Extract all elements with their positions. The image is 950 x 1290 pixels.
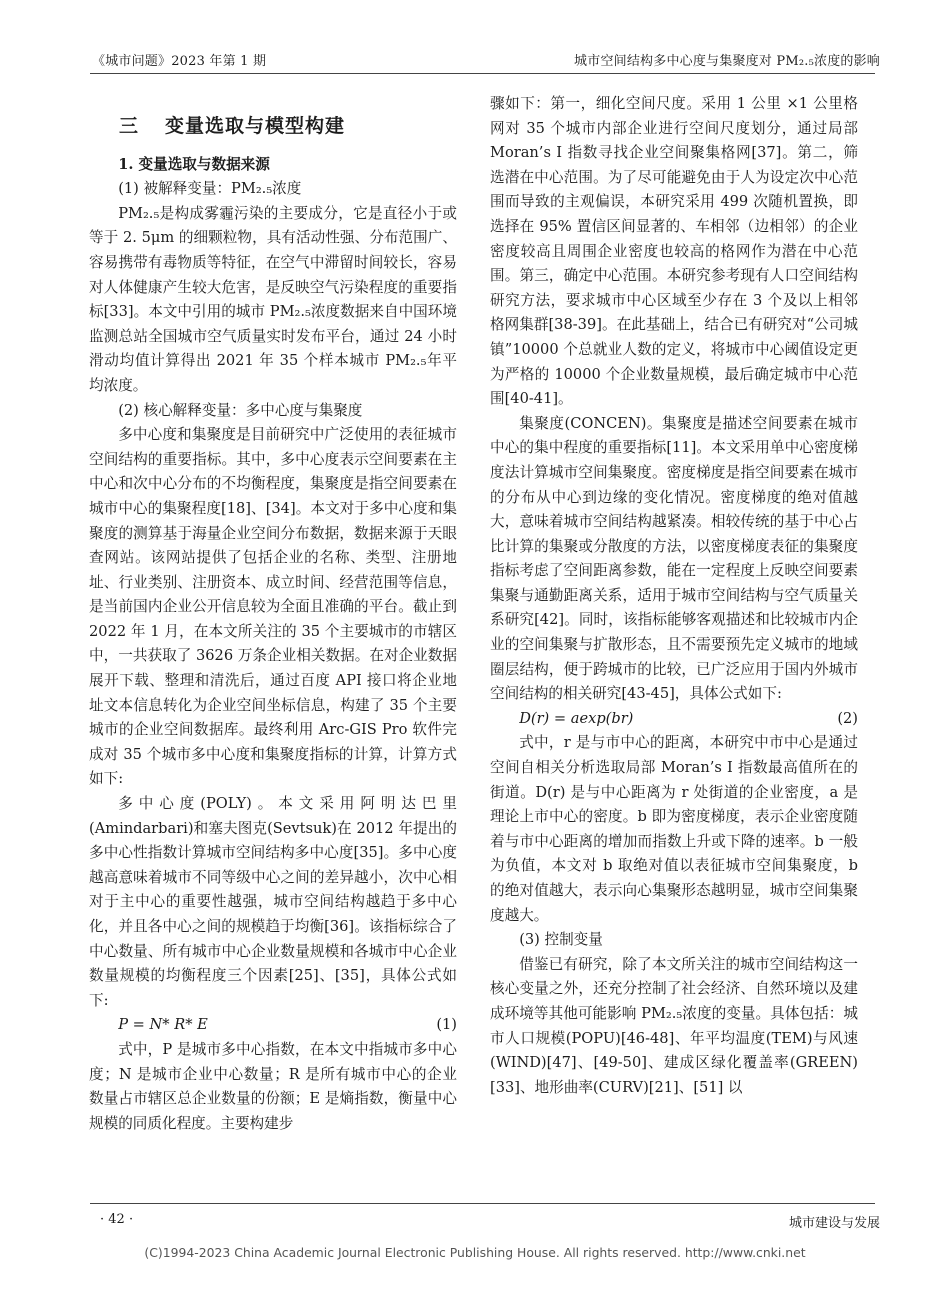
- copyright-notice: (C)1994-2023 China Academic Journal Electronic Publishing House. All rights reserved. http://www.cnki.net: [144, 1245, 806, 1260]
- footer-journal: 城市建设与发展: [788, 1216, 880, 1231]
- section-title: 变量选取与模型构建: [165, 115, 346, 137]
- right-column: [490, 92, 858, 1100]
- paragraph: 骤如下：第一，细化空间尺度。采用 1 公里 ×1 公里格网对 35 个城市内部企业进行空间尺度划分，通过局部 Moran’s I 指数寻找企业空间聚集格网[37]。第二，筛选潜在中心范围。为了尽可能避免由于人为设定次中心范围而导致的主观偏误，本研究采用 499 次随机置换，即选择在 95% 置信区间显著的、车相邻（边相邻）的企业密度较高且周围企业密度也较高的格网作为潜在中心范围。第三，确定中心范围。本研究参考现有人口空间结构研究方法，要求城市中心区域至少存在 3 个及以上相邻格网集群[38-39]。在此基础上，结合已有研究对“公司城镇”10000 个总就业人数的定义，将城市中心阈值设定更为严格的 10000 个企业数量规模，最后确定城市中心范围[40-41]。: [490, 95, 858, 408]
- paragraph: 式中，r 是与市中心的距离，本研究中市中心是通过空间自相关分析选取局部 Moran’s I 指数最高值所在的街道。D(r) 是与中心距离为 r 处街道的企业密度，a 是理论上市中心的密度。b 即为密度梯度，表示企业密度随着与市中心距离的增加而指数上升或下降的速率。b 一般为负值，本文对 b 取绝对值以表征城市空间集聚度，b 的绝对值越大，表示向心集聚形态越明显，城市空间集聚度越大。: [490, 734, 858, 924]
- paragraph: 多中心度和集聚度是目前研究中广泛使用的表征城市空间结构的重要指标。其中，多中心度表示空间要素在主中心和次中心分布的不均衡程度，集聚度是指空间要素在城市中心的集聚程度[18]、[34]。本文对于多中心度和集聚度的测算基于海量企业空间分布数据，数据来源于天眼查网站。该网站提供了包括企业的名称、类型、注册地址、行业类别、注册资本、成立时间、经营范围等信息，是当前国内企业公开信息较为全面且准确的平台。截止到 2022 年 1 月，在本文所关注的 35 个主要城市的市辖区中，一共获取了 3626 万条企业相关数据。在对企业数据展开下载、整理和清洗后，通过百度 API 接口将企业地址文本信息转化为企业空间坐标信息，构建了 35 个主要城市的企业空间数据库。最终利用 Arc-GIS Pro 软件完成对 35 个城市多中心度和集聚度指标的计算，计算方式如下:: [89, 426, 457, 788]
- subheading: (1) 被解释变量：PM₂.₅浓度: [118, 180, 302, 198]
- running-header-title: 城市空间结构多中心度与集聚度对 PM₂.₅浓度的影响: [574, 54, 880, 69]
- running-header-journal: 《城市问题》2023 年第 1 期: [92, 54, 267, 69]
- formula-expression: P = N* R* E: [118, 1016, 208, 1034]
- formula-1: [89, 1013, 457, 1038]
- header-rule: [90, 73, 875, 74]
- footer-rule: [90, 1203, 875, 1204]
- subheading: (2) 核心解释变量：多中心度与集聚度: [118, 401, 363, 419]
- subheading: (3) 控制变量: [519, 931, 603, 949]
- formula-number: (1): [436, 1016, 457, 1034]
- paragraph: PM₂.₅是构成雾霾污染的主要成分，它是直径小于或等于 2. 5μm 的细颗粒物，具有活动性强、分布范围广、容易携带有毒物质等特征，在空气中滞留时间较长，容易对人体健康产生较大危害，是反映空气污染程度的重要指标[33]。本文中引用的城市 PM₂.₅浓度数据来自中国环境监测总站全国城市空气质量实时发布平台，通过 24 小时滑动均值计算得出 2021 年 35 个样本城市 PM₂.₅年平均浓度。: [89, 204, 457, 394]
- subheading: 1. 变量选取与数据来源: [118, 155, 270, 173]
- paragraph: 集聚度(CONCEN)。集聚度是描述空间要素在城市中心的集中程度的重要指标[11]。本文采用单中心密度梯度法计算城市空间集聚度。密度梯度是指空间要素在城市的分布从中心到边缘的变化情况。密度梯度的绝对值越大，意味着城市空间结构越紧凑。相较传统的基于中心占比计算的集聚或分散度的方法，以密度梯度表征的集聚度指标考虑了空间距离参数，能在一定程度上反映空间要素集聚与通勤距离关系，适用于城市空间结构与空气质量关系研究[42]。同时，该指标能够客观描述和比较城市内企业的空间集聚与扩散形态，且不需要预先定义城市的地域圈层结构，便于跨城市的比较，已广泛应用于国内外城市空间结构的相关研究[43-45]，具体公式如下:: [490, 414, 858, 703]
- paragraph: 式中，P 是城市多中心指数，在本文中指城市多中心度；N 是城市企业中心数量；R 是所有城市中心的企业数量占市辖区总企业数量的份额；E 是熵指数，衡量中心规模的同质化程度。主要构建步: [89, 1040, 457, 1132]
- left-column: [89, 92, 457, 1136]
- page-number: · 42 ·: [100, 1212, 134, 1227]
- formula-2: [490, 707, 858, 732]
- formula-expression: D(r) = aexp(br): [519, 709, 634, 727]
- section-number: 三: [119, 115, 140, 137]
- section-heading: [119, 114, 457, 139]
- paragraph: 借鉴已有研究，除了本文所关注的城市空间结构这一核心变量之外，还充分控制了社会经济、自然环境以及建成环境等其他可能影响 PM₂.₅浓度的变量。具体包括：城市人口规模(POPU)[46-48]、年平均温度(TEM)与风速(WIND)[47]、[49-50]、建成区绿化覆盖率(GREEN)[33]、地形曲率(CURV)[21]、[51] 以: [490, 955, 858, 1096]
- formula-number: (2): [837, 709, 858, 727]
- paragraph: 多中心度(POLY)。本文采用阿明达巴里(Amindarbari)和塞夫图克(Sevtsuk)在 2012 年提出的多中心性指数计算城市空间结构多中心度[35]。多中心度越高意味着城市不同等级中心之间的差异越小，次中心相对于主中心的重要性越强，城市空间结构越趋于多中心化，并且各中心之间的规模趋于均衡[36]。该指标综合了中心数量、所有城市中心企业数量规模和各城市中心企业数量规模的均衡程度三个因素[25]、[35]，具体公式如下:: [89, 795, 457, 1009]
